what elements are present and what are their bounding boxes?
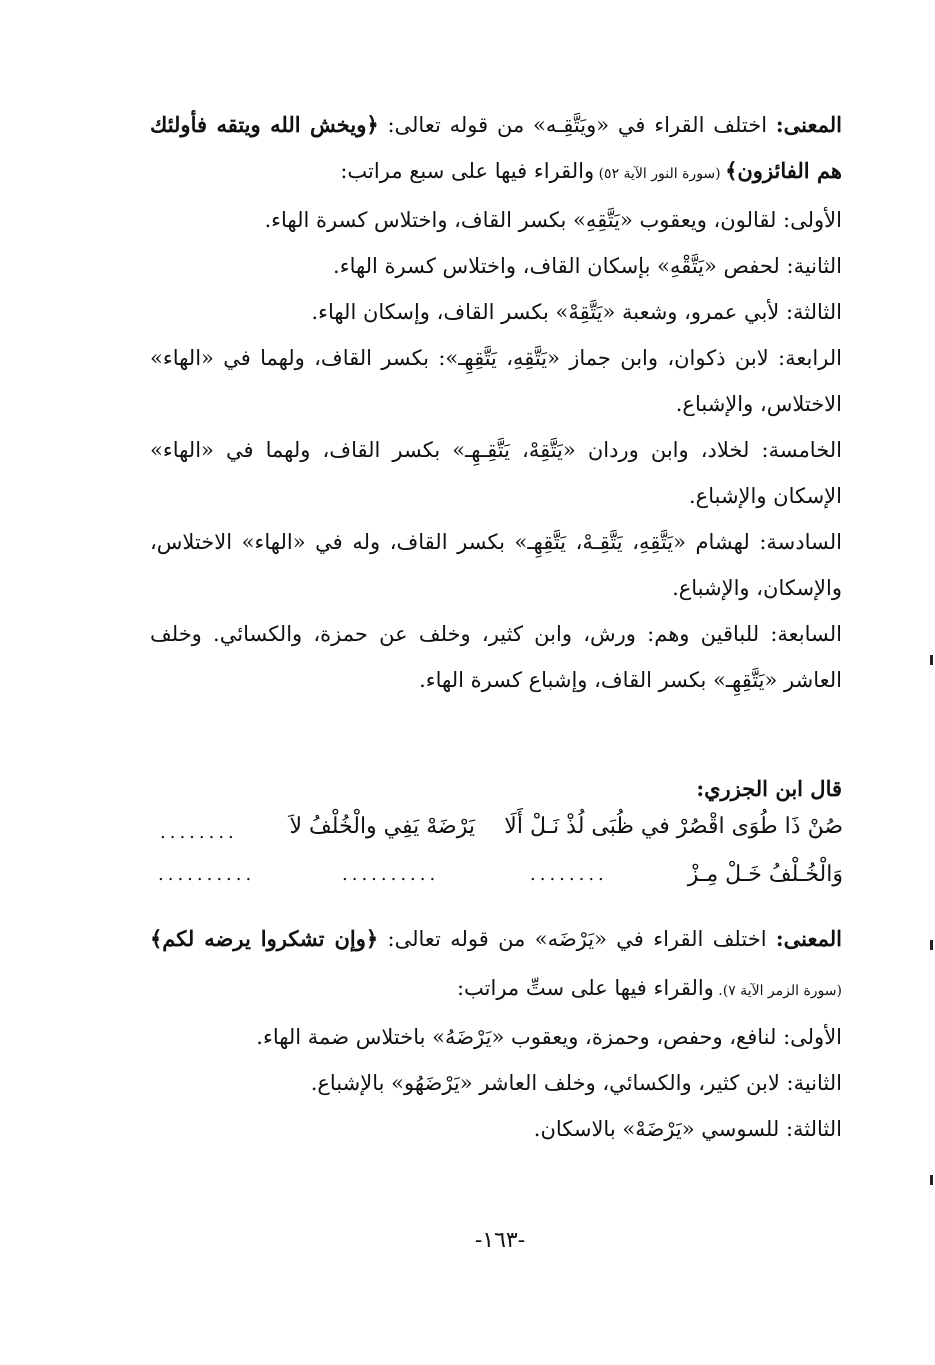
section1-block [150,102,842,703]
meaning-label: المعنى: [775,112,842,137]
page-number: -١٦٣- [474,1228,526,1253]
rank-item: الثالثة: لأبي عمرو، وشعبة «يَتَّقِهْ» بكسر القاف، وإسكان الهاء. [311,300,842,324]
poem-line-2-dots-b: .......... [342,864,440,885]
poem-heading: قال ابن الجزري: [696,776,842,801]
poem-line-1-right: صُنْ ذَا طُوَى اقْصُرْ في ظُبَى لُذْ نَـلْ أَلَا [504,814,843,839]
rank-item: الثالثة: للسوسي «يَرْضَهْ» بالاسكان. [533,1117,842,1141]
scan-margin-mark [930,1175,933,1185]
scan-margin-mark [930,655,933,665]
rank-item: السابعة: للباقين وهم: ورش، وابن كثير، وخلف عن حمزة، والكسائي. وخلف العاشر «يَتَّقِهِـ» بكسر القاف، وإشباع كسرة الهاء. [150,622,842,692]
rank-item: الرابعة: لابن ذكوان، وابن جماز «يَتَّقِهِ، يَتَّقِهِـ»: بكسر القاف، ولهما في «الهاء» الاختلاس، والإشباع. [150,346,842,416]
meaning-text-end: والقراء فيها على ستِّ مراتب: [456,976,714,1000]
rank-item: الخامسة: لخلاد، وابن وردان «يَتَّقِهْ، يَتَّقِـهِـ» بكسر القاف، ولهما في «الهاء» الإسكان والإشباع. [150,438,842,508]
poem-line-1-left: يَرْضَهْ يَفِي والْخُلْفُ لاَ [289,814,475,839]
rank-item: الثانية: لحفص «يَتَّقْهِ» بإسكان القاف، واختلاس كسرة الهاء. [333,254,842,278]
rank-item: الثانية: لابن كثير، والكسائي، وخلف العاشر «يَرْضَهُو» بالإشباع. [310,1071,842,1095]
poem-heading-block [150,766,842,812]
meaning-paragraph-1 [150,102,842,197]
rank-item: السادسة: لهشام «يَتَّقِهِ، يَتَّقِـهْ، يَتَّقِهِـ» بكسر القاف، وله في «الهاء» الاختلاس، والإسكان، والإشباع. [150,530,842,600]
poem-line-2-right: وَالْخُـلْفُ خَـلْ مِـزْ [687,862,843,887]
verse-quote: ﴿وإن تشكروا يرضه لكم﴾ [150,926,379,951]
poem-line-1-dots: ........ [160,822,238,843]
verse-reference: (سورة الزمر الآية ٧). [713,983,842,999]
verse-quote: ﴿ويخش الله ويتقه فأولئك هم الفائزون﴾ [150,112,842,183]
section2-block [150,916,842,1152]
meaning-label: المعنى: [775,926,842,951]
scan-margin-mark [930,940,933,950]
poem-line-2-dots-a: ........ [530,864,608,885]
meaning-text: اختلف القراء في «ويَتَّقِـه» من قوله تعالى: [378,113,776,137]
verse-reference: (سورة النور الآية ٥٢) [594,166,726,182]
rank-item: الأولى: لنافع، وحفص، وحمزة، ويعقوب «يَرْضَهُ» باختلاس ضمة الهاء. [256,1025,842,1049]
meaning-text: اختلف القراء في «يَرْضَه» من قوله تعالى: [378,927,776,951]
meaning-paragraph-2 [150,916,842,1014]
poem-line-2-dots-c: .......... [158,864,256,885]
rank-item: الأولى: لقالون، ويعقوب «يَتَّقِهِ» بكسر القاف، واختلاس كسرة الهاء. [264,208,842,232]
meaning-text-end: والقراء فيها على سبع مراتب: [340,159,595,183]
